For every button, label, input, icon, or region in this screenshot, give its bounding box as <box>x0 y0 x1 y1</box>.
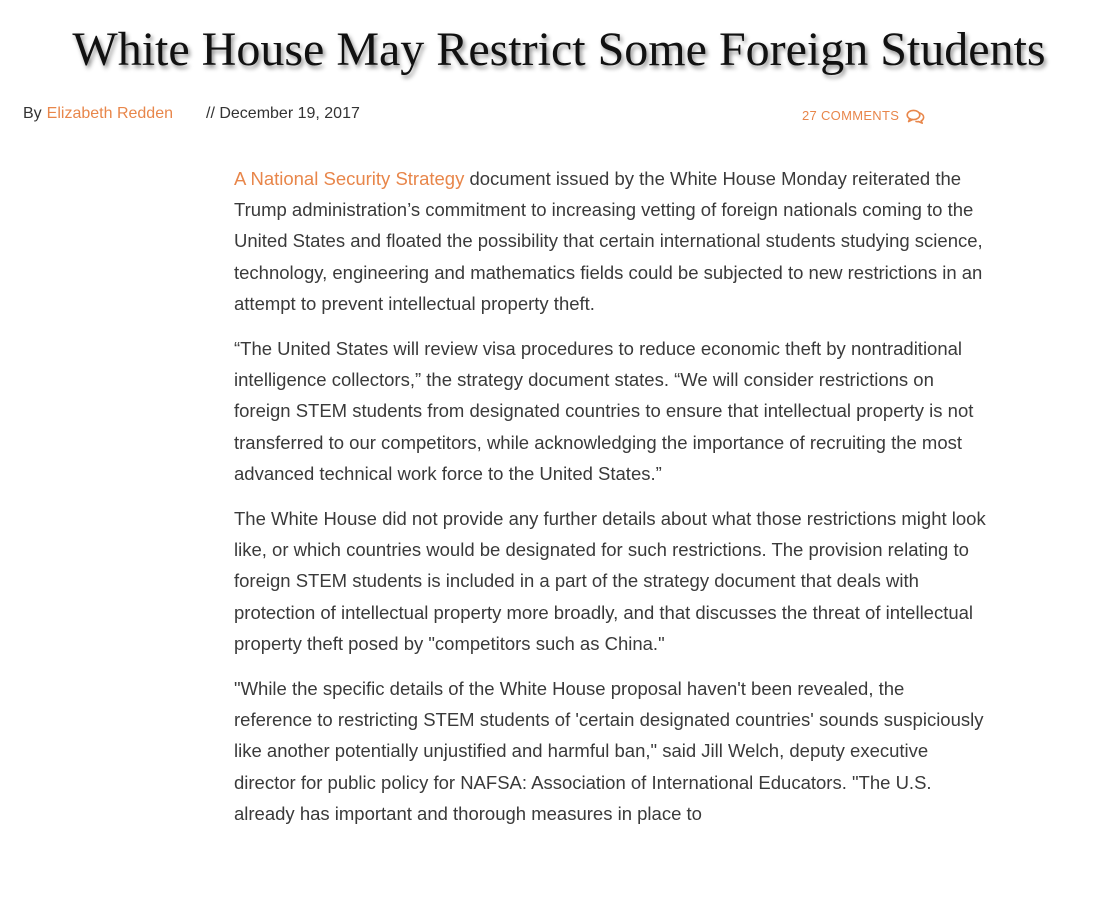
article-paragraph: “The United States will review visa procedures to reduce economic theft by nontraditional intelligence collectors,” the strategy document states. “We will consider restrictions on foreign STEM students from designated countries to ensure that intellectual property is not transferred to our competitors, while acknowledging the importance of recruiting the most advanced technical work force to the United States.” <box>234 338 974 484</box>
author-link[interactable]: Elizabeth Redden <box>46 105 173 122</box>
article-body <box>234 163 986 843</box>
article-paragraph: "While the specific details of the White House proposal haven't been revealed, the reference to restricting STEM students of 'certain designated countries' sounds suspiciously like another potentially unjustified and harmful ban," said Jill Welch, deputy executive director for public policy for NAFSA: Association of International Educators. "The U.S. already has important and thorough measures in place to <box>234 678 984 824</box>
paragraph-text: document issued by the White House Monday reiterated the Trump administration’s commitment to increasing vetting of foreign nationals coming to the United States and floated the possibility that certain international students studying science, technology, engineering and mathematics fields could be subjected to new restrictions in an attempt to prevent intellectual property theft. <box>234 168 983 314</box>
comments-count-label: 27 COMMENTS <box>802 108 900 123</box>
article-headline: White House May Restrict Some Foreign Students <box>72 23 1046 76</box>
byline-by-label: By <box>23 105 42 122</box>
national-security-strategy-link[interactable]: A National Security Strategy <box>234 168 465 189</box>
comments-icon <box>906 109 925 124</box>
comments-link[interactable] <box>802 106 925 126</box>
article-paragraph: The White House did not provide any further details about what those restrictions might look like, or which countries would be designated for such restrictions. The provision relating to foreign STEM students is included in a part of the strategy document that deals with protection of intellectual property more broadly, and that discusses the threat of intellectual property theft posed by "competitors such as China." <box>234 508 986 654</box>
byline <box>23 104 173 124</box>
publish-date: // December 19, 2017 <box>206 105 360 122</box>
article-paragraph <box>234 163 986 319</box>
